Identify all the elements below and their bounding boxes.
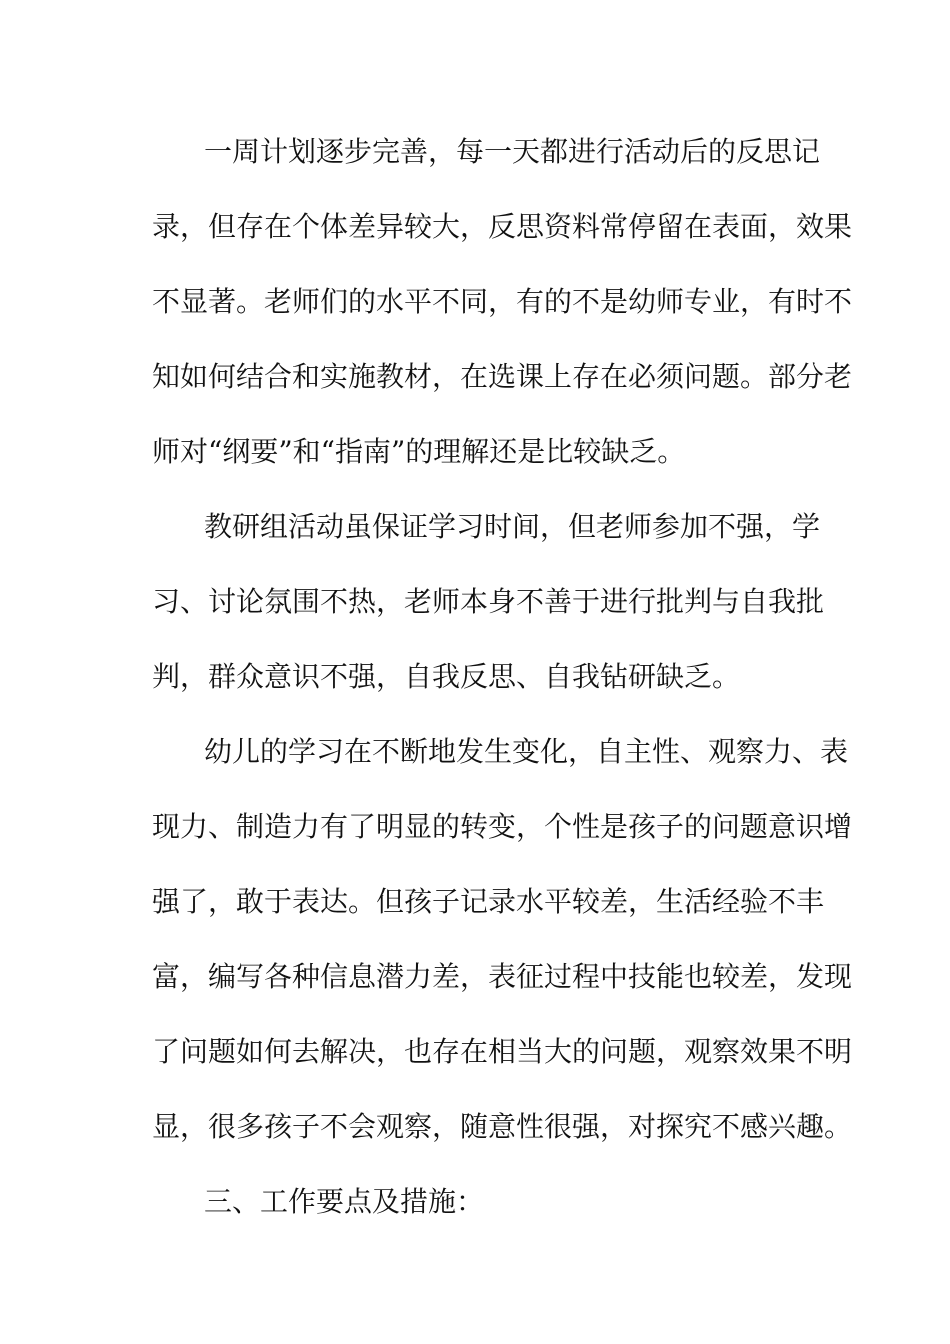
text-line: 富，编写各种信息潜力差，表征过程中技能也较差，发现: [152, 960, 853, 993]
text-line: 了问题如何去解决，也存在相当大的问题，观察效果不明: [152, 1035, 853, 1068]
text-line: 强了，敢于表达。但孩子记录水平较差，生活经验不丰: [152, 885, 825, 918]
section-heading-work-points: [152, 1177, 792, 1252]
text-line: 知如何结合和实施教材，在选课上存在必须问题。部分老: [152, 360, 853, 393]
document-body: [152, 127, 853, 1252]
paragraph-research-group: [152, 502, 825, 727]
text-line: 显，很多孩子不会观察，随意性很强，对探究不感兴趣。: [152, 1110, 853, 1143]
text-line: 现力、制造力有了明显的转变，个性是孩子的问题意识增: [152, 810, 853, 843]
paragraph-reflection: [152, 127, 853, 502]
text-line: 幼儿的学习在不断地发生变化，自主性、观察力、表: [204, 735, 849, 768]
text-line: 录，但存在个体差异较大，反思资料常停留在表面，效果: [152, 210, 853, 243]
text-line: 教研组活动虽保证学习时间，但老师参加不强，学: [204, 510, 821, 543]
text-line: 习、讨论氛围不热，老师本身不善于进行批判与自我批: [152, 585, 825, 618]
section-heading: 三、工作要点及措施：: [204, 1185, 485, 1218]
text-line: 判，群众意识不强，自我反思、自我钻研缺乏。: [152, 660, 741, 693]
text-line: 一周计划逐步完善，每一天都进行活动后的反思记: [204, 135, 821, 168]
text-line: 不显著。老师们的水平不同，有的不是幼师专业，有时不: [152, 285, 853, 318]
paragraph-children-learning: [152, 727, 853, 1177]
text-line: 师对“纲要”和“指南”的理解还是比较缺乏。: [152, 435, 686, 468]
